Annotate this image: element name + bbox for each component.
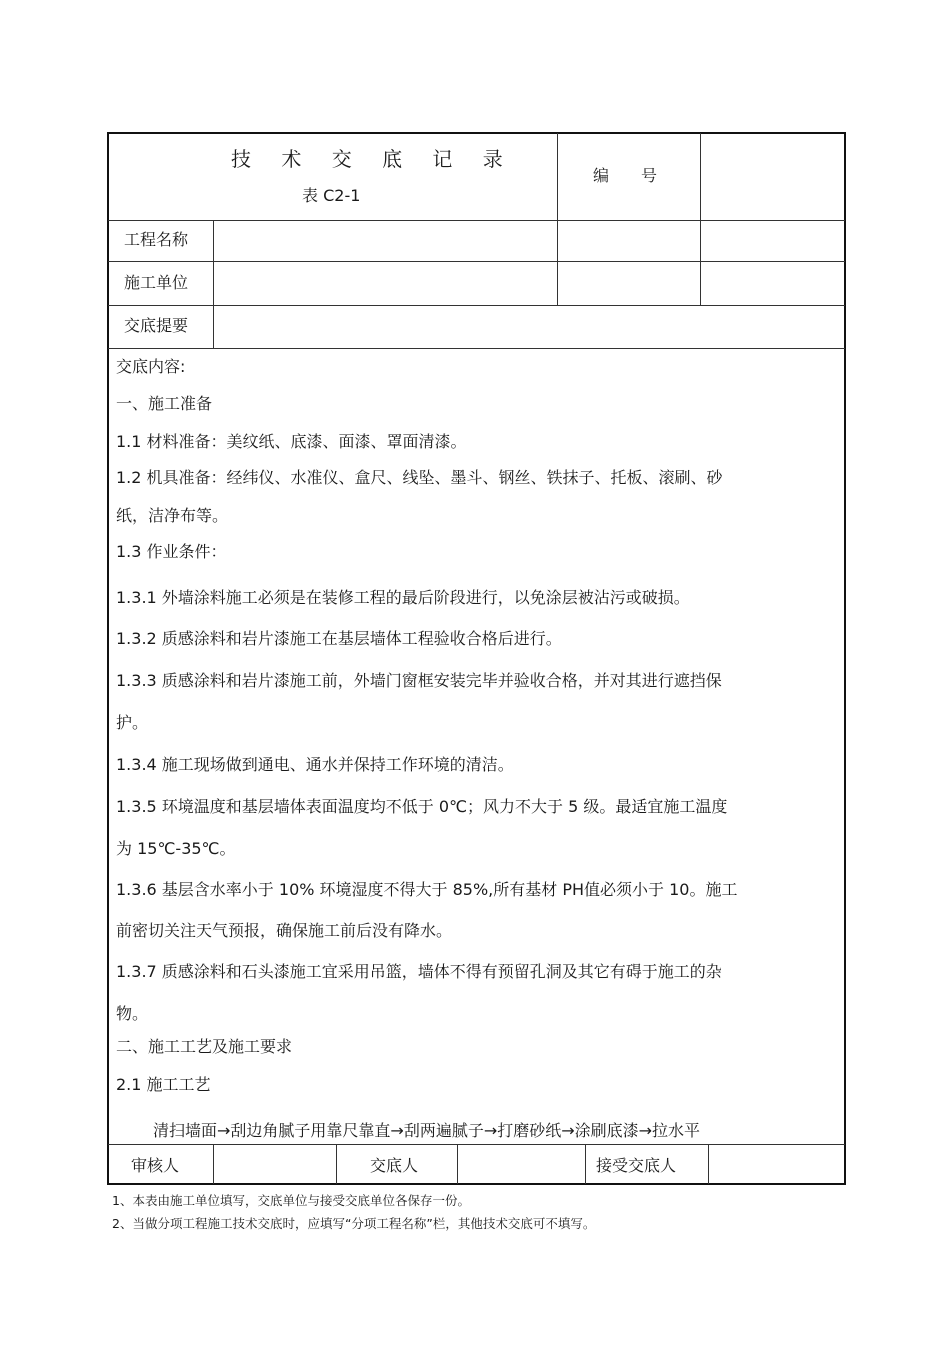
content-line: 1.3.5 环境温度和基层墙体表面温度均不低于 0℃；风力不大于 5 级。最适宜施工温度	[116, 797, 728, 816]
row-divider	[108, 1144, 845, 1145]
content-line: 为 15℃-35℃。	[116, 839, 236, 858]
column-divider	[213, 220, 214, 348]
row-divider	[108, 261, 845, 262]
number-label: 编 号	[593, 166, 658, 185]
content-line: 前密切关注天气预报，确保施工前后没有降水。	[116, 921, 453, 940]
receiver-label: 接受交底人	[596, 1156, 677, 1175]
content-line: 物。	[116, 1004, 149, 1023]
content-line: 1.3.7 质感涂料和石头漆施工宜采用吊篮，墙体不得有预留孔洞及其它有碍于施工的杂	[116, 962, 722, 981]
content-line: 护。	[116, 713, 149, 732]
row-divider	[108, 348, 845, 349]
column-divider	[457, 1144, 458, 1184]
content-line: 1.3.1 外墙涂料施工必须是在装修工程的最后阶段进行，以免涂层被沾污或破损。	[116, 588, 690, 607]
form-title: 技 术 交 底 记 录	[231, 147, 515, 171]
project-name-label: 工程名称	[124, 230, 189, 249]
column-divider	[708, 1144, 709, 1184]
form-code: 表 C2-1	[302, 186, 361, 205]
content-line: 交底内容:	[116, 357, 186, 376]
content-line: 一、施工准备	[116, 394, 213, 413]
footnote: 1、本表由施工单位填写，交底单位与接受交底单位各保存一份。	[112, 1193, 470, 1208]
row-divider	[108, 305, 845, 306]
column-divider	[700, 133, 701, 305]
content-line: 二、施工工艺及施工要求	[116, 1037, 293, 1056]
content-line: 1.3.3 质感涂料和岩片漆施工前，外墙门窗框安装完毕并验收合格，并对其进行遮挡保	[116, 671, 722, 690]
content-line: 1.3.2 质感涂料和岩片漆施工在基层墙体工程验收合格后进行。	[116, 629, 562, 648]
content-line: 1.3.4 施工现场做到通电、通水并保持工作环境的清洁。	[116, 755, 514, 774]
content-line: 1.2 机具准备：经纬仪、水准仪、盒尺、线坠、墨斗、钢丝、铁抹子、托板、滚刷、砂	[116, 468, 723, 487]
content-line: 清扫墙面→刮边角腻子用靠尺靠直→刮两遍腻子→打磨砂纸→涂刷底漆→拉水平	[153, 1121, 701, 1140]
footnote: 2、当做分项工程施工技术交底时，应填写“分项工程名称”栏，其他技术交底可不填写。	[112, 1216, 596, 1231]
column-divider	[213, 1144, 214, 1184]
content-line: 纸，洁净布等。	[116, 506, 229, 525]
content-line: 1.1 材料准备：美纹纸、底漆、面漆、罩面清漆。	[116, 432, 467, 451]
construction-unit-label: 施工单位	[124, 273, 189, 292]
discloser-label: 交底人	[370, 1156, 419, 1175]
content-line: 1.3.6 基层含水率小于 10% 环境湿度不得大于 85%,所有基材 PH值必须小于 10。施工	[116, 880, 738, 899]
summary-label: 交底提要	[124, 316, 189, 335]
column-divider	[585, 1144, 586, 1184]
column-divider	[336, 1144, 337, 1184]
content-line: 1.3 作业条件：	[116, 542, 227, 561]
content-line: 2.1 施工工艺	[116, 1075, 211, 1094]
column-divider	[557, 133, 558, 305]
reviewer-label: 审核人	[131, 1156, 180, 1175]
row-divider	[108, 220, 845, 221]
technical-disclosure-form	[107, 132, 846, 1185]
